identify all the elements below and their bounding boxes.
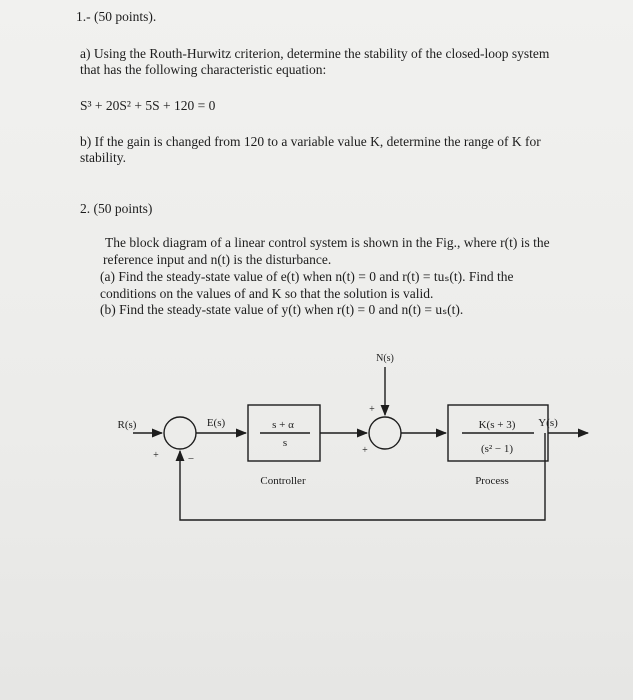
problem1-part-b-line2: stability. xyxy=(80,150,126,165)
problem2-heading: 2. (50 points) xyxy=(80,201,153,216)
problem1-part-a-line2: that has the following characteristic equation: xyxy=(80,62,327,77)
disturbance-plus-sign: + xyxy=(369,404,375,415)
problem2-line5: (b) Find the steady-state value of y(t) when r(t) = 0 and n(t) = uₛ(t). xyxy=(100,302,464,317)
problem1-heading: 1.- (50 points). xyxy=(76,9,157,24)
error-label: E(s) xyxy=(206,417,226,429)
problem2-line3: (a) Find the steady-state value of e(t) when n(t) = 0 and r(t) = tuₛ(t). Find the xyxy=(100,269,514,284)
feedback-minus-sign: − xyxy=(187,453,195,465)
disturbance-summing-junction xyxy=(369,417,401,449)
input-plus-sign: + xyxy=(153,450,159,461)
input-summing-junction xyxy=(164,417,196,449)
controller-denominator: s xyxy=(282,437,288,449)
problem1-part-b-line1: b) If the gain is changed from 120 to a variable value K, determine the range of K for xyxy=(80,134,541,149)
output-label: Y(s) xyxy=(538,417,558,429)
problem2-line4: conditions on the values of and K so that the solution is valid. xyxy=(100,286,434,301)
controller-numerator: s + α xyxy=(272,419,294,431)
characteristic-equation: S³ + 20S² + 5S + 120 = 0 xyxy=(80,98,216,113)
problem1-part-a-line1: a) Using the Routh-Hurwitz criterion, determine the stability of the closed-loop system xyxy=(80,46,550,61)
controller-caption: Controller xyxy=(260,475,306,487)
controller-plus-sign: + xyxy=(362,445,368,456)
problem2-line1: The block diagram of a linear control system is shown in the Fig., where r(t) is the xyxy=(105,235,550,250)
process-caption: Process xyxy=(475,475,509,487)
input-label: R(s) xyxy=(117,419,137,431)
disturbance-label: N(s) xyxy=(376,353,394,364)
problem2-line2: reference input and n(t) is the disturbance. xyxy=(103,252,332,267)
process-denominator: (s² − 1) xyxy=(480,443,514,455)
process-numerator: K(s + 3) xyxy=(478,419,516,431)
